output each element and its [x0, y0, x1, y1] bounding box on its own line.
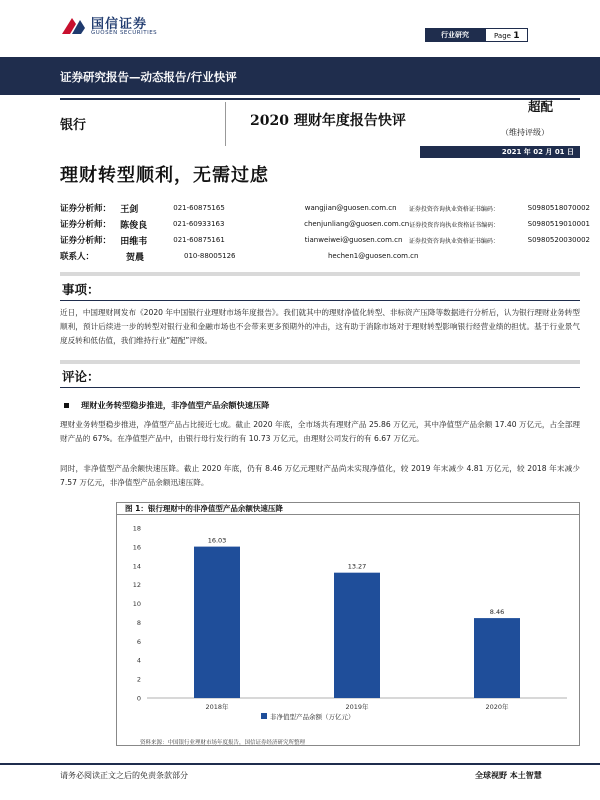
y-tick-label: 0: [136, 694, 141, 703]
report-type: 证券研究报告—动态报告/行业快评: [60, 70, 237, 84]
footer-slogan: 全球视野 本土智慧: [475, 770, 542, 780]
rating-note: （维持评级）: [501, 128, 549, 137]
analyst-cert-label: 证券投资咨询执业资格证书编码：: [408, 205, 499, 213]
y-tick-label: 16: [132, 543, 141, 552]
analyst-phone: 010-88005126: [184, 252, 236, 260]
analyst-role: 证券分析师：: [60, 220, 112, 230]
bar: [194, 547, 240, 698]
analyst-cert-code: S0980518070002: [527, 204, 590, 212]
bullet-square-icon: [64, 403, 69, 408]
analyst-role: 证券分析师：: [60, 204, 112, 214]
analyst-email[interactable]: wangjian@guosen.com.cn: [304, 204, 397, 212]
bar: [334, 573, 380, 698]
analyst-cert-label: 证券投资咨询执业资格证书编码：: [408, 237, 499, 245]
analyst-role: 联系人：: [60, 252, 95, 262]
vertical-divider: [225, 102, 226, 146]
main-title: 理财转型顺利，无需过虑: [60, 165, 269, 186]
analyst-email[interactable]: chenjunliang@guosen.com.cn: [304, 220, 410, 228]
page-number: 1: [513, 31, 520, 41]
comment-heading: 评论：: [60, 368, 580, 388]
analyst-email[interactable]: hechen1@guosen.com.cn: [328, 252, 419, 260]
y-tick-label: 4: [136, 656, 141, 665]
logo-subtext: GUOSEN SECURITIES: [91, 30, 158, 36]
x-tick-label: 2020年: [485, 703, 509, 711]
analyst-name: 田维韦: [120, 236, 148, 247]
logo-icon: [60, 14, 86, 36]
event-heading: 事项：: [60, 281, 580, 301]
y-tick-label: 8: [136, 618, 141, 627]
bar: [474, 618, 520, 698]
report-date: 2021 年 02 月 01 日: [420, 146, 580, 158]
y-tick-label: 12: [132, 581, 141, 590]
data-label: 16.03: [207, 536, 227, 545]
analyst-role: 证券分析师：: [60, 236, 112, 246]
analyst-name: 王剑: [120, 204, 139, 215]
analyst-phone: 021-60933163: [172, 220, 225, 228]
x-tick-label: 2018年: [205, 703, 229, 711]
legend-swatch: [261, 713, 267, 719]
figure-source: 资料来源：中国银行业理财市场年度报告，国信证券经济研究所整理: [140, 740, 306, 746]
category-tag: 行业研究: [425, 28, 485, 42]
top-tags: [425, 28, 528, 42]
report-title: 2020 理财年度报告快评: [250, 113, 406, 129]
section-divider: [60, 272, 580, 276]
y-tick-label: 2: [136, 675, 141, 684]
header-divider: [60, 98, 580, 100]
section-divider: [60, 360, 580, 364]
analyst-name: 陈俊良: [120, 220, 148, 231]
body-paragraph: 理财业务转型稳步推进，净值型产品占比接近七成。截止 2020 年底，全市场共有理财产品 25.86 万亿元，其中净值型产品余额 17.40 万亿元，占全部理财产品的 67%。在净值型产品中，由银行母行发行的有 10.73 万亿元，由理财公司发行的有 6.67 万亿元。: [60, 420, 580, 443]
data-label: 13.27: [347, 562, 367, 571]
rating: 超配: [528, 99, 554, 114]
page-label: Page: [494, 32, 511, 40]
analyst-row: [60, 233, 590, 247]
analyst-row: [60, 201, 590, 215]
y-tick-label: 10: [132, 600, 141, 609]
body-paragraph: 同时，非净值型产品余额快速压降。截止 2020 年底，仍有 8.46 万亿元理财产品尚未实现净值化，较 2019 年末减少 4.81 万亿元，较 2018 年末减少 7.57 万亿元，非净值型产品余额迅速压降。: [60, 464, 580, 487]
footer-disclaimer: 请务必阅读正文之后的免责条款部分: [60, 771, 188, 780]
logo-text: 国信证券: [91, 17, 148, 32]
y-tick-label: 6: [136, 637, 141, 646]
figure-title: 图 1：银行理财中的非净值型产品余额快速压降: [117, 503, 579, 515]
bar-chart: [117, 516, 579, 734]
legend-label: 非净值型产品余额（万亿元）: [270, 713, 355, 721]
footer-divider: [0, 763, 600, 765]
analyst-cert-code: S0980519010001: [527, 220, 590, 228]
bullet-heading: [60, 400, 580, 411]
y-tick-label: 18: [132, 524, 141, 533]
sector-label: 银行: [60, 118, 87, 133]
x-tick-label: 2019年: [345, 703, 369, 711]
y-tick-label: 14: [132, 562, 141, 571]
analyst-name: 贺晨: [126, 252, 145, 263]
analyst-row: [60, 249, 590, 263]
analyst-cert-code: S0980520030002: [527, 236, 590, 244]
bullet-title: 理财业务转型稳步推进，非净值型产品余额快速压降: [81, 400, 270, 410]
analyst-email[interactable]: tianweiwei@guosen.com.cn: [304, 236, 403, 244]
analyst-phone: 021-60875161: [173, 236, 225, 244]
analyst-row: [60, 217, 590, 231]
analyst-cert-label: 证券投资咨询执业资格证书编码：: [409, 221, 500, 229]
page-indicator: [485, 28, 528, 42]
event-paragraph: 近日，中国理财网发布《2020 年中国银行业理财市场年度报告》。我们就其中的理财净值化转型、非标资产压降等数据进行分析后，认为银行理财业务转型顺利，预计后续进一步的转型对银行业和金融市场也不会带来更多预期外的冲击，这有助于消除市场对于理财转型影响银行经营业绩的担忧。基于行业景气度反转和低估值，我们维持行业“超配”评级。: [60, 308, 580, 345]
analyst-phone: 021-60875165: [173, 204, 225, 212]
data-label: 8.46: [489, 608, 505, 617]
